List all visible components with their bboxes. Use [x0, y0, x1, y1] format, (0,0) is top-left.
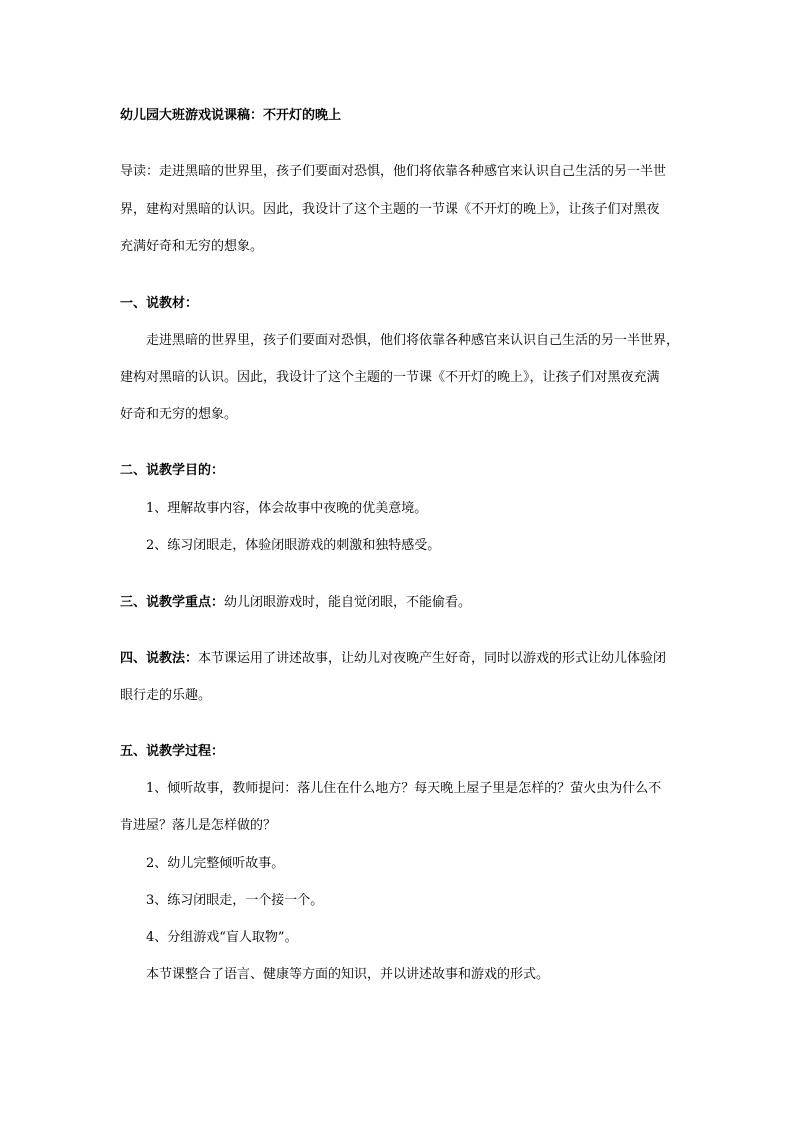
section3-line — [120, 595, 680, 611]
section5-item1-line-2: 肯进屋？落儿是怎样做的？ — [120, 818, 277, 833]
section3-heading: 三、说教学重点： — [120, 595, 225, 610]
section5-summary: 本节课整合了语言、健康等方面的知识，并以讲述故事和游戏的形式。 — [146, 967, 550, 982]
section4-heading: 四、说教法： — [120, 651, 199, 666]
section5-item-2: 2、幼儿完整倾听故事。 — [146, 856, 285, 871]
section4-line-1: 四、说教法：本节课运用了讲述故事，让幼儿对夜晚产生好奇，同时以游戏的形式让幼儿体验闭 — [120, 651, 667, 666]
section5-heading: 五、说教学过程： — [120, 744, 225, 759]
section3-text: 幼儿闭眼游戏时，能自觉闭眼，不能偷看。 — [224, 595, 472, 610]
section2-heading: 二、说教学目的： — [120, 463, 225, 478]
section1-heading: 一、说教材： — [120, 296, 199, 311]
intro-line-2: 界，建构对黑暗的认识。因此，我设计了这个主题的一节课《不开灯的晚上》，让孩子们对黑夜 — [120, 202, 660, 217]
section1-line-1: 走进黑暗的世界里，孩子们要面对恐惧，他们将依靠各种感官来认识自己生活的另一半世界， — [146, 333, 680, 348]
section2-item-2: 2、练习闭眼走，体验闭眼游戏的刺激和独特感受。 — [146, 538, 441, 553]
intro-label: 导读： — [120, 164, 160, 179]
section5-item-4: 4、分组游戏“盲人取物”。 — [146, 930, 298, 945]
section1-line-2: 建构对黑暗的认识。因此，我设计了这个主题的一节课《不开灯的晚上》，让孩子们对黑夜充满 — [120, 370, 660, 385]
section2-item-1: 1、理解故事内容，体会故事中夜晚的优美意境。 — [146, 501, 428, 516]
intro-line-1: 导读：走进黑暗的世界里，孩子们要面对恐惧，他们将依靠各种感官来认识自己生活的另一半世 — [120, 164, 667, 179]
document-title: 幼儿园大班游戏说课稿：不开灯的晚上 — [120, 108, 342, 123]
section5-item-3: 3、练习闭眼走，一个接一个。 — [146, 893, 324, 908]
section1-line-3: 好奇和无穷的想象。 — [120, 407, 238, 422]
intro-line-3: 充满好奇和无穷的想象。 — [120, 239, 264, 254]
section4-line-2: 眼行走的乐趣。 — [120, 688, 212, 703]
section5-item1-line-1: 1、倾听故事，教师提问：落儿住在什么地方？每天晚上屋子里是怎样的？萤火虫为什么不 — [146, 781, 662, 796]
